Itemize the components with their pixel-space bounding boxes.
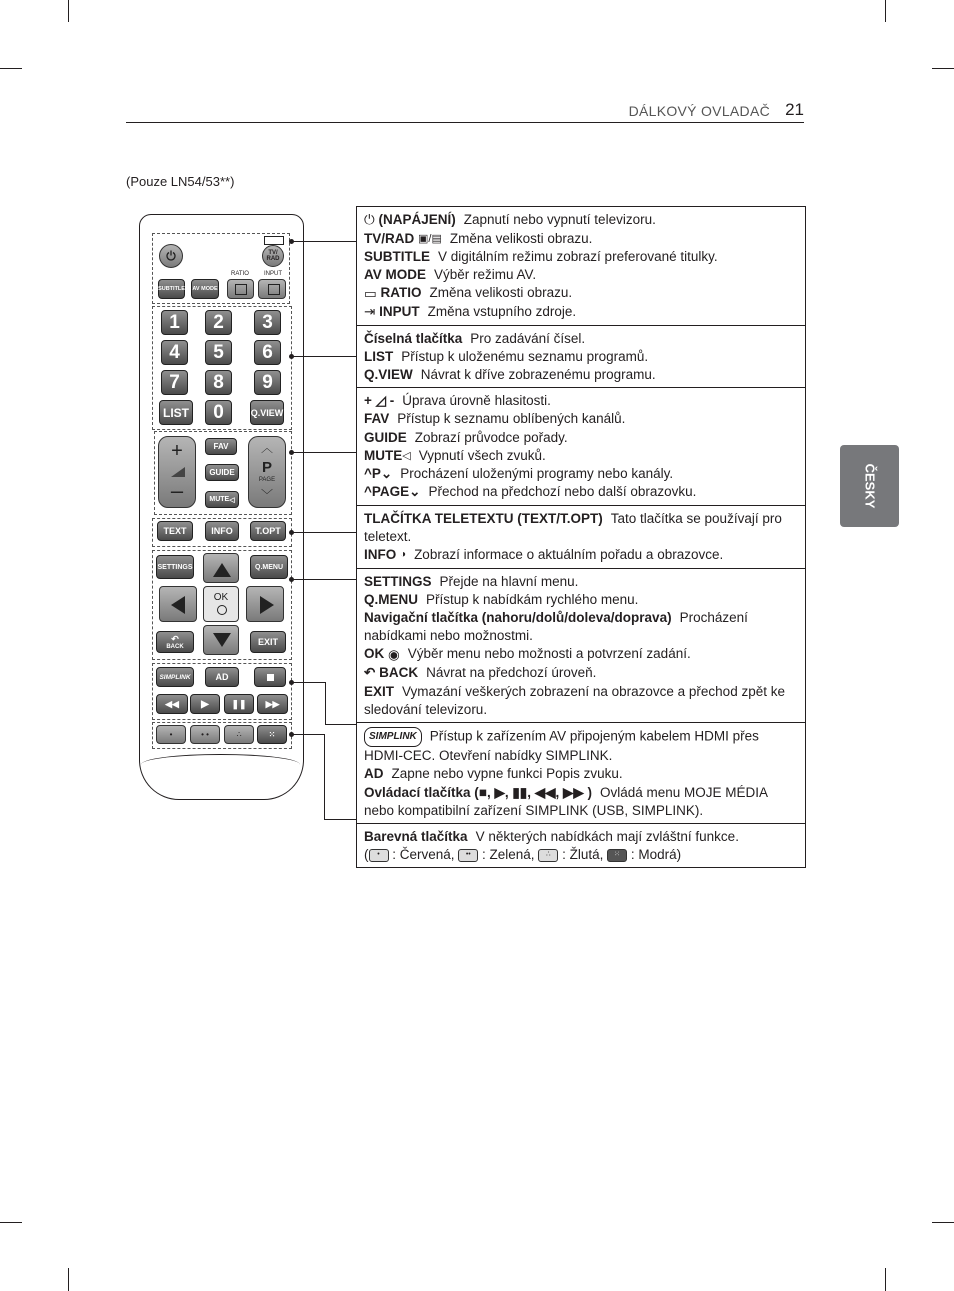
info-button: INFO	[205, 521, 239, 541]
fast-forward-button	[257, 694, 288, 714]
mute-icon: ◁	[402, 450, 411, 463]
digit-3-button: 3	[254, 310, 281, 335]
desc-line: ^P⌄ Procházení uloženými programy nebo kanály.	[364, 466, 674, 482]
settings-button: SETTINGS	[156, 555, 194, 579]
connector-line	[325, 682, 326, 724]
play-icon: ▶	[201, 698, 209, 710]
remote-bottom-line	[141, 754, 300, 775]
desc-line: TV/RAD ▣/▤ Změna velikosti obrazu.	[364, 230, 798, 249]
crop-mark	[885, 1268, 886, 1291]
tvrad-icon	[264, 236, 284, 245]
digit-2-button: 2	[205, 310, 232, 335]
back-label: BACK	[166, 643, 184, 650]
arrow-down-icon	[213, 633, 231, 647]
row-power-group	[357, 207, 805, 326]
page-header	[126, 100, 804, 123]
desc-line: LIST Přístup k uloženému seznamu programů.	[364, 348, 649, 364]
ok-label: OK	[213, 592, 229, 603]
ok-icon	[217, 605, 227, 615]
tvrad-button: TV/ RAD	[262, 245, 284, 267]
model-note: (Pouze LN54/53**)	[126, 174, 235, 189]
section-title: DÁLKOVÝ OVLADAČ	[628, 103, 770, 119]
red-button-icon: •	[369, 849, 389, 862]
digit-6-button: 6	[254, 340, 281, 365]
crop-mark	[885, 0, 886, 22]
blue-button-icon: ⁙	[607, 849, 627, 862]
desc-line: SUBTITLE V digitálním režimu zobrazí preferované titulky.	[364, 249, 718, 265]
language-tab	[840, 445, 899, 527]
ok-button	[203, 586, 239, 622]
power-button	[159, 244, 183, 268]
rewind-button	[156, 694, 188, 714]
button-description-table	[356, 206, 806, 868]
text-button: TEXT	[157, 521, 193, 541]
yellow-button-icon: ∴	[538, 849, 558, 862]
desc-line: ⇥ INPUT Změna vstupního zdroje.	[364, 303, 798, 322]
connector-line	[292, 532, 356, 533]
row-media-group	[357, 723, 805, 824]
arrow-left-icon	[171, 596, 185, 614]
desc-line: Q.MENU Přístup k nabídkám rychlého menu.	[364, 591, 639, 607]
subtitle-button: SUBTITLE	[158, 279, 185, 299]
desc-line: ( • : Červená, •• : Zelená, ∴ : Žlutá, ⁙ : Modrá)	[364, 847, 682, 863]
digit-5-button: 5	[205, 340, 232, 365]
crop-mark	[68, 0, 69, 22]
ratio-label: RATIO	[231, 271, 249, 277]
input-icon	[268, 284, 280, 295]
channel-p-label: P	[261, 459, 272, 476]
volume-plus-icon: +	[171, 440, 183, 462]
row-navigation-group	[357, 569, 805, 723]
channel-rocker	[248, 436, 286, 508]
crop-mark	[0, 1222, 22, 1223]
desc-line: Barevná tlačítka V některých nabídkách mají zvláštní funkce.	[364, 828, 739, 844]
exit-button: EXIT	[250, 631, 286, 653]
simplink-label: SIMPLINK	[159, 673, 191, 681]
arrow-right-icon	[260, 596, 274, 614]
ok-icon: ◉	[388, 646, 400, 662]
simplink-button	[156, 667, 194, 687]
chevron-up-icon: ︿	[260, 441, 273, 455]
volume-wedge-icon	[171, 467, 185, 477]
row-color-group	[357, 824, 805, 867]
language-label: ČESKY	[862, 463, 877, 509]
desc-line: GUIDE Zobrazí průvodce pořady.	[364, 429, 568, 445]
info-icon: ◑	[400, 549, 407, 561]
desc-line: ^PAGE⌄ Přechod na předchozí nebo další obrazovku.	[364, 484, 697, 500]
crop-mark	[932, 1222, 954, 1223]
connector-line	[292, 241, 356, 242]
page-number: 21	[785, 100, 804, 119]
desc-line: Číselná tlačítka Pro zadávání čísel.	[364, 330, 586, 346]
blue-button: ⁙	[257, 725, 287, 744]
back-icon: ↶	[364, 665, 376, 681]
digit-4-button: 4	[161, 340, 188, 365]
t-opt-button: T.OPT	[250, 521, 286, 541]
connector-line	[292, 682, 326, 683]
volume-rocker	[158, 436, 196, 508]
nav-left-button	[159, 586, 197, 622]
crop-mark	[932, 68, 954, 69]
nav-right-button	[246, 586, 284, 622]
arrow-up-icon	[213, 563, 231, 577]
desc-line: MUTE◁ Vypnutí všech zvuků.	[364, 447, 798, 466]
desc-line: ↶ BACK Návrat na předchozí úroveň.	[364, 664, 798, 683]
stop-button	[254, 667, 286, 687]
volume-minus-icon: –	[170, 478, 184, 503]
row-volume-group	[357, 388, 805, 506]
connector-line	[292, 734, 324, 735]
crop-mark	[68, 1268, 69, 1291]
page-label: PAGE	[258, 477, 276, 483]
ad-button: AD	[205, 667, 239, 687]
desc-line: AV MODE Výběr režimu AV.	[364, 267, 537, 283]
desc-line: FAV Přístup k seznamu oblíbených kanálů.	[364, 411, 626, 427]
connector-line	[324, 734, 325, 819]
digit-0-button: 0	[205, 400, 232, 425]
desc-line: + ◿ - Úprava úrovně hlasitosti.	[364, 393, 551, 409]
digit-8-button: 8	[205, 370, 232, 395]
rewind-icon: ◀◀	[165, 698, 179, 709]
pause-icon: ❚❚	[231, 698, 247, 709]
desc-line: SETTINGS Přejde na hlavní menu.	[364, 573, 579, 589]
red-button: •	[156, 725, 186, 744]
green-button: • •	[190, 725, 220, 744]
digit-9-button: 9	[254, 370, 281, 395]
connector-line	[292, 452, 356, 453]
ratio-icon: ▭	[364, 285, 377, 301]
ratio-button	[227, 279, 254, 299]
desc-line: Navigační tlačítka (nahoru/dolů/doleva/doprava) Procházení nabídkami nebo možnostmi.	[364, 610, 748, 644]
stop-icon	[267, 674, 274, 681]
fav-button: FAV	[205, 438, 237, 455]
connector-line	[325, 724, 356, 725]
input-label: INPUT	[264, 271, 282, 277]
q-menu-button: Q.MENU	[250, 555, 288, 579]
row-teletext-group	[357, 506, 805, 569]
av-mode-button: AV MODE	[191, 279, 219, 299]
input-button	[258, 279, 286, 299]
desc-line: ⏻ (NAPÁJENÍ) Zapnutí nebo vypnutí televizoru.	[364, 211, 798, 230]
input-icon: ⇥	[364, 304, 376, 320]
power-icon	[165, 250, 177, 262]
digit-7-button: 7	[161, 370, 188, 395]
nav-up-button	[203, 553, 239, 583]
q-view-button: Q.VIEW	[250, 400, 284, 425]
back-button	[156, 631, 194, 653]
desc-line: Ovládací tlačítka (■, ▶, ▮▮, ◀◀, ▶▶ ) Ovládá menu MOJE MÉDIA nebo kompatibilní zařízení SIMPLINK (USB, SIMPLINK).	[364, 784, 768, 818]
simplink-icon: SIMPLINK	[364, 727, 422, 747]
mute-button	[205, 491, 239, 508]
desc-line: INFO ◑ Zobrazí informace o aktuálním pořadu a obrazovce.	[364, 546, 798, 565]
digit-1-button: 1	[161, 310, 188, 335]
mute-label: MUTE	[209, 496, 230, 503]
connector-line	[324, 819, 356, 820]
row-number-group	[357, 326, 805, 389]
ratio-icon	[235, 284, 247, 295]
desc-line: Q.VIEW Návrat k dříve zobrazenému programu.	[364, 366, 656, 382]
chevron-down-icon: ﹀	[260, 488, 273, 502]
desc-line: OK ◉ Výběr menu nebo možnosti a potvrzení zadání.	[364, 645, 798, 664]
guide-button: GUIDE	[205, 464, 239, 481]
list-button: LIST	[159, 400, 193, 425]
desc-line: AD Zapne nebo vypne funkci Popis zvuku.	[364, 766, 623, 782]
nav-down-button	[203, 625, 239, 655]
desc-line: SIMPLINK Přístup k zařízením AV připojeným kabelem HDMI přes HDMI-CEC. Otevření nabídky SIMPLINK.	[364, 728, 759, 764]
power-icon: ⏻	[364, 212, 375, 228]
remote-control-illustration	[139, 214, 304, 800]
pause-button	[224, 694, 254, 714]
desc-line: TLAČÍTKA TELETEXTU (TEXT/T.OPT) Tato tlačítka se používají pro teletext.	[364, 510, 782, 544]
connector-line	[292, 579, 356, 580]
yellow-button: ∴	[224, 725, 254, 744]
fast-forward-icon: ▶▶	[265, 698, 280, 709]
back-icon: ↶	[171, 633, 179, 644]
connector-line	[292, 356, 356, 357]
tvrad-icon: ▣/▤	[418, 232, 442, 245]
desc-line: EXIT Vymazání veškerých zobrazení na obrazovce a přechod zpět ke sledování televizoru.	[364, 683, 785, 717]
crop-mark	[0, 68, 22, 69]
play-button	[190, 694, 220, 714]
desc-line: ▭ RATIO Změna velikosti obrazu.	[364, 284, 798, 303]
green-button-icon: ••	[458, 849, 478, 862]
mute-icon: ◁	[229, 496, 235, 504]
